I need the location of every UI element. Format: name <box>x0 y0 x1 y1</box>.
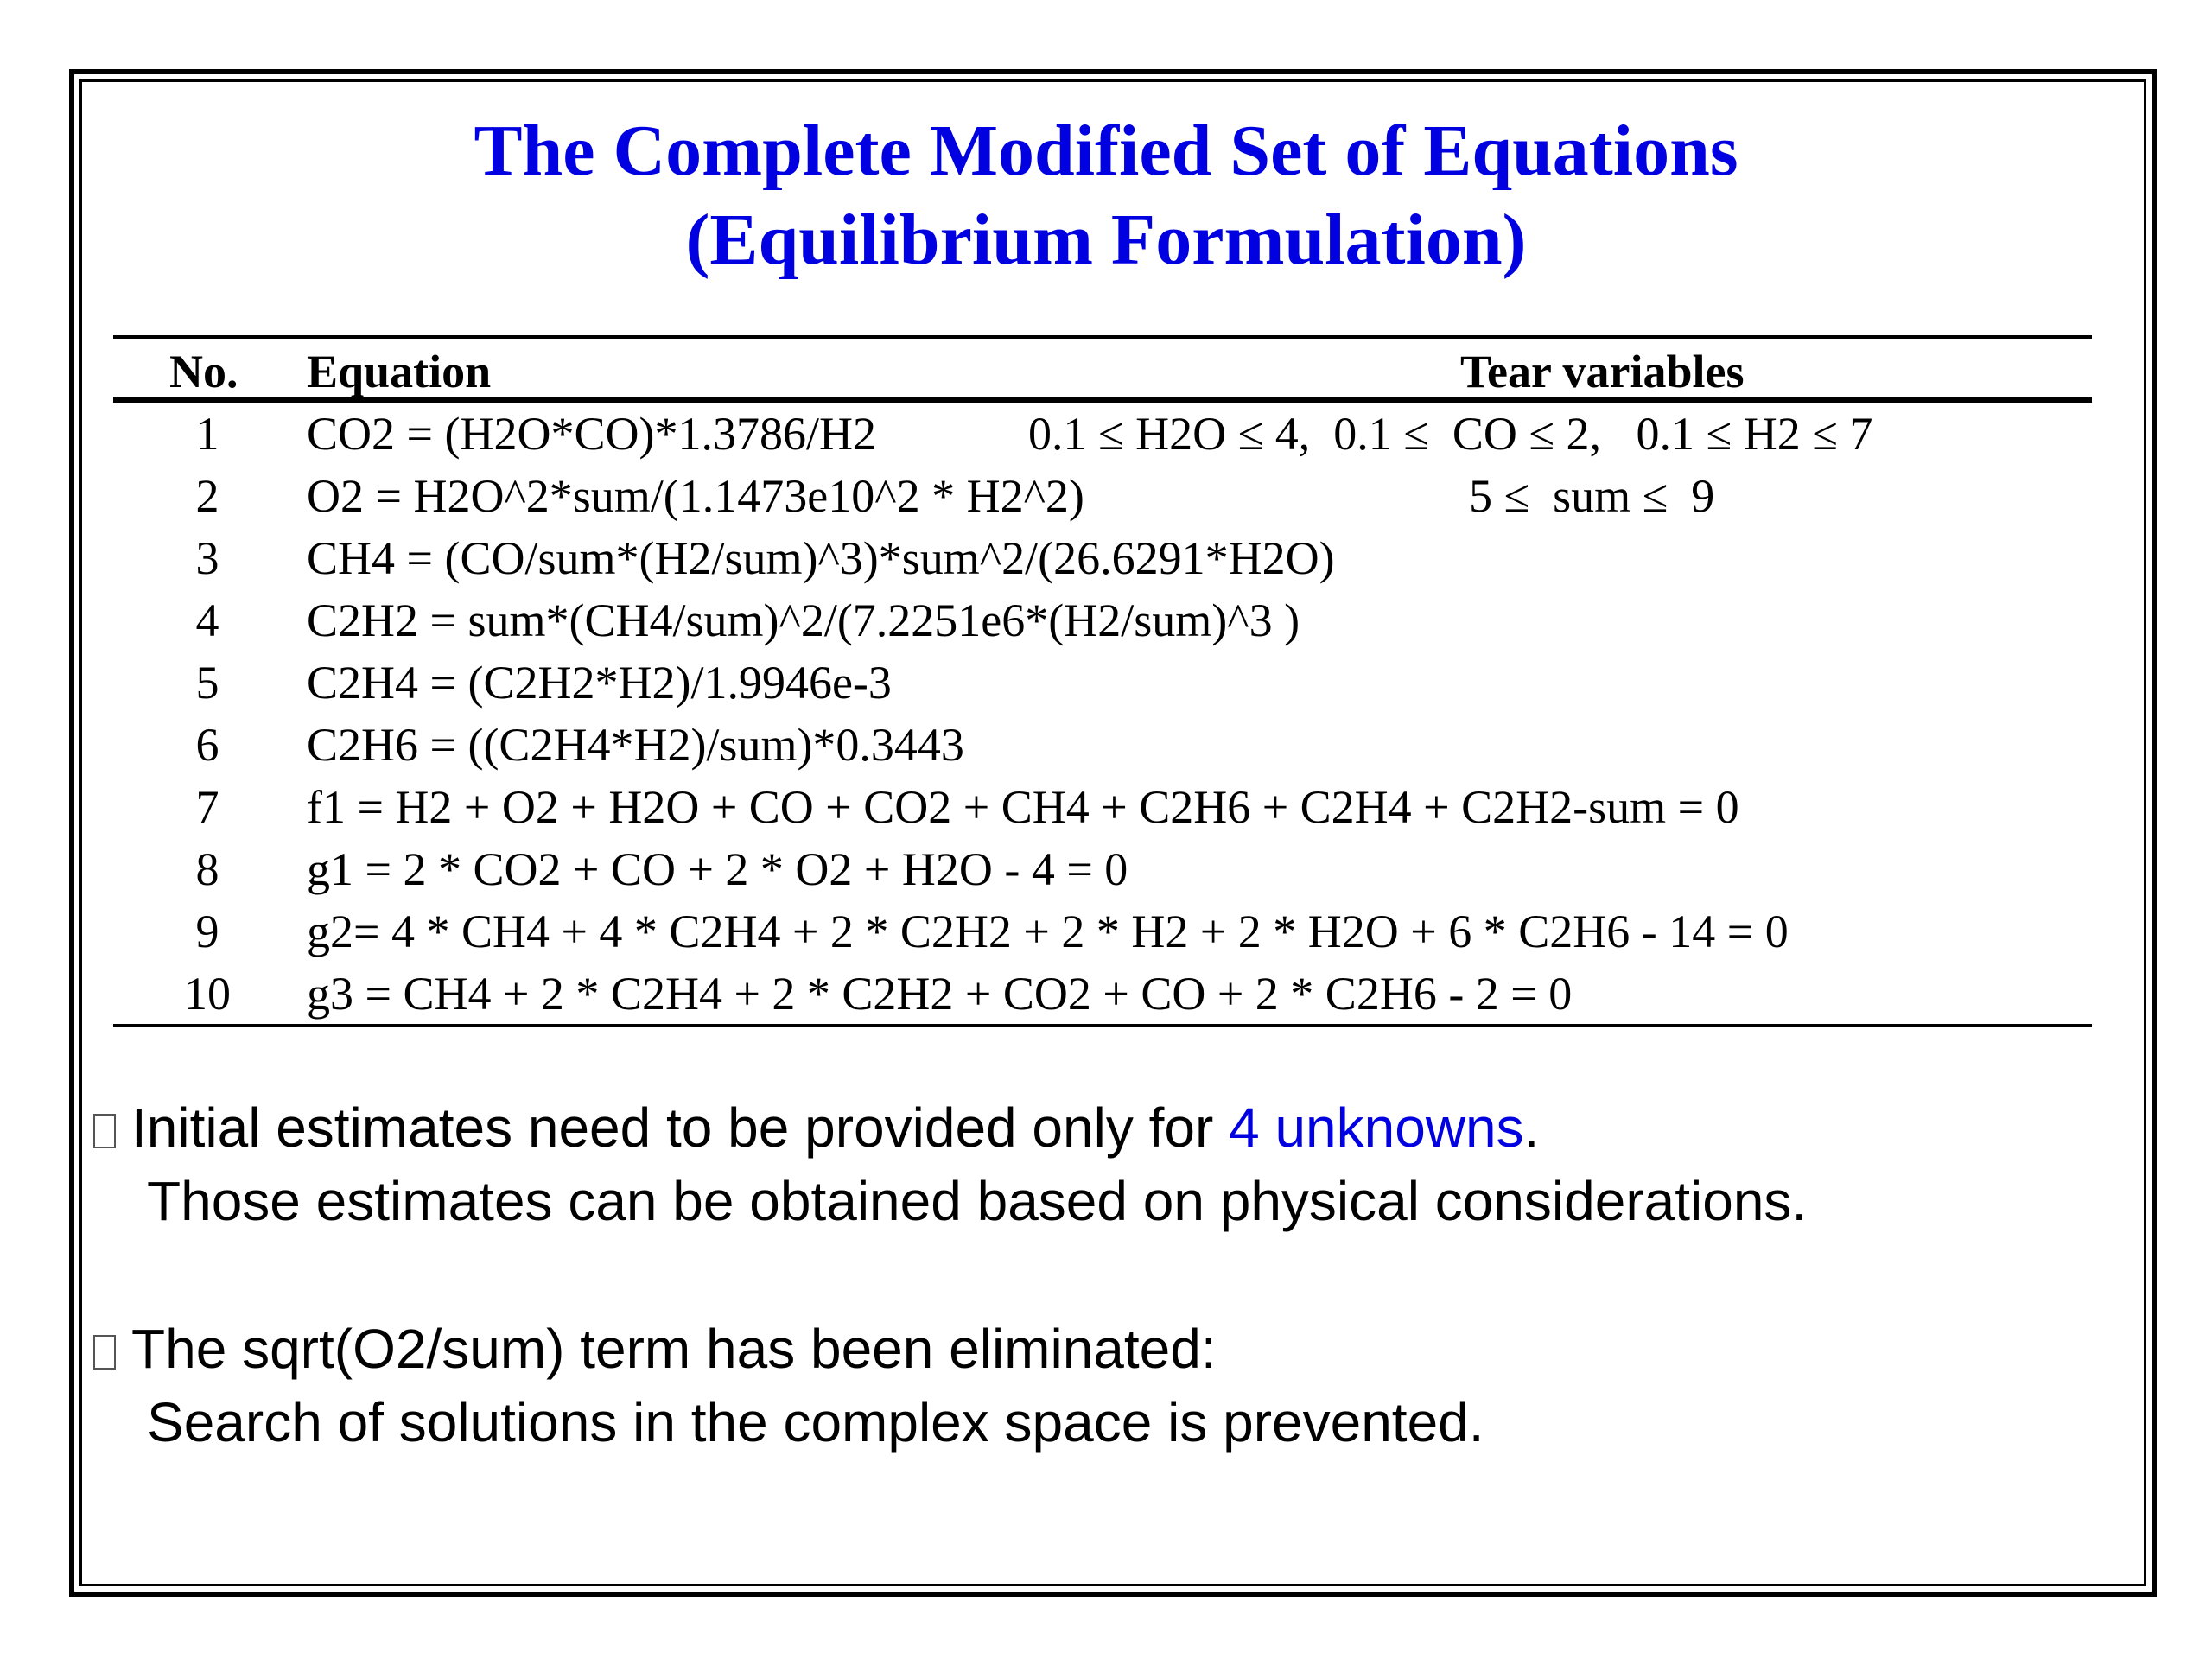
row-equation: f1 = H2 + O2 + H2O + CO + CO2 + CH4 + C2H6 + C2H4 + C2H2-sum = 0 <box>307 781 1739 833</box>
row-number: 8 <box>195 843 219 895</box>
row-tear-variables: 0.1 ≤ H2O ≤ 4, 0.1 ≤ CO ≤ 2, 0.1 ≤ H2 ≤ 7 <box>1028 408 1873 460</box>
row-equation: g2= 4 * CH4 + 4 * C2H4 + 2 * C2H2 + 2 * H2 + 2 * H2O + 6 * C2H6 - 14 = 0 <box>307 906 1789 957</box>
column-header-no: No. <box>169 346 238 397</box>
row-equation: g3 = CH4 + 2 * C2H4 + 2 * C2H2 + CO2 + CO + 2 * C2H6 - 2 = 0 <box>307 968 1573 1020</box>
row-tear-variables: 5 ≤ sum ≤ 9 <box>1469 470 1715 522</box>
row-number: 2 <box>195 470 219 522</box>
highlight-text: 4 unknowns <box>1229 1096 1524 1159</box>
row-equation: C2H6 = ((C2H4*H2)/sum)*0.3443 <box>307 719 964 771</box>
row-number: 5 <box>195 657 219 709</box>
column-header-equation: Equation <box>307 346 492 397</box>
bullet-continuation: Those estimates can be obtained based on physical considerations. <box>147 1170 1808 1232</box>
row-equation: CH4 = (CO/sum*(H2/sum)^3)*sum^2/(26.6291*H2O) <box>307 532 1335 584</box>
row-number: 10 <box>184 968 231 1020</box>
bullet-text: Initial estimates need to be provided only for <box>131 1096 1230 1159</box>
row-number: 3 <box>195 532 219 584</box>
bullet-item-initial-estimates <box>93 1090 1539 1165</box>
row-equation: CO2 = (H2O*CO)*1.3786/H2 <box>307 408 876 460</box>
page-subtitle: (Equilibrium Formulation) <box>685 200 1527 280</box>
bullet-text-end: . <box>1523 1096 1540 1159</box>
bullet-text: The sqrt(O2/sum) term has been eliminated: <box>131 1318 1217 1380</box>
row-number: 4 <box>195 594 219 646</box>
row-number: 7 <box>195 781 219 833</box>
row-equation: C2H4 = (C2H2*H2)/1.9946e-3 <box>307 657 892 709</box>
row-equation: g1 = 2 * CO2 + CO + 2 * O2 + H2O - 4 = 0 <box>307 843 1128 895</box>
bullet-item-sqrt-eliminated <box>93 1312 1217 1386</box>
bullet-box-icon <box>93 1335 116 1370</box>
row-number: 6 <box>195 719 219 771</box>
page-title: The Complete Modified Set of Equations <box>474 111 1738 191</box>
column-header-tear-variables: Tear variables <box>1460 346 1745 397</box>
row-number: 9 <box>195 906 219 957</box>
row-number: 1 <box>195 408 219 460</box>
table-top-rule <box>113 335 2092 339</box>
table-bottom-rule <box>113 1024 2092 1027</box>
row-equation: O2 = H2O^2*sum/(1.1473e10^2 * H2^2) <box>307 470 1084 522</box>
bullet-box-icon <box>93 1114 116 1148</box>
bullet-continuation: Search of solutions in the complex space is prevented. <box>147 1391 1484 1453</box>
row-equation: C2H2 = sum*(CH4/sum)^2/(7.2251e6*(H2/sum)^3 ) <box>307 594 1300 646</box>
